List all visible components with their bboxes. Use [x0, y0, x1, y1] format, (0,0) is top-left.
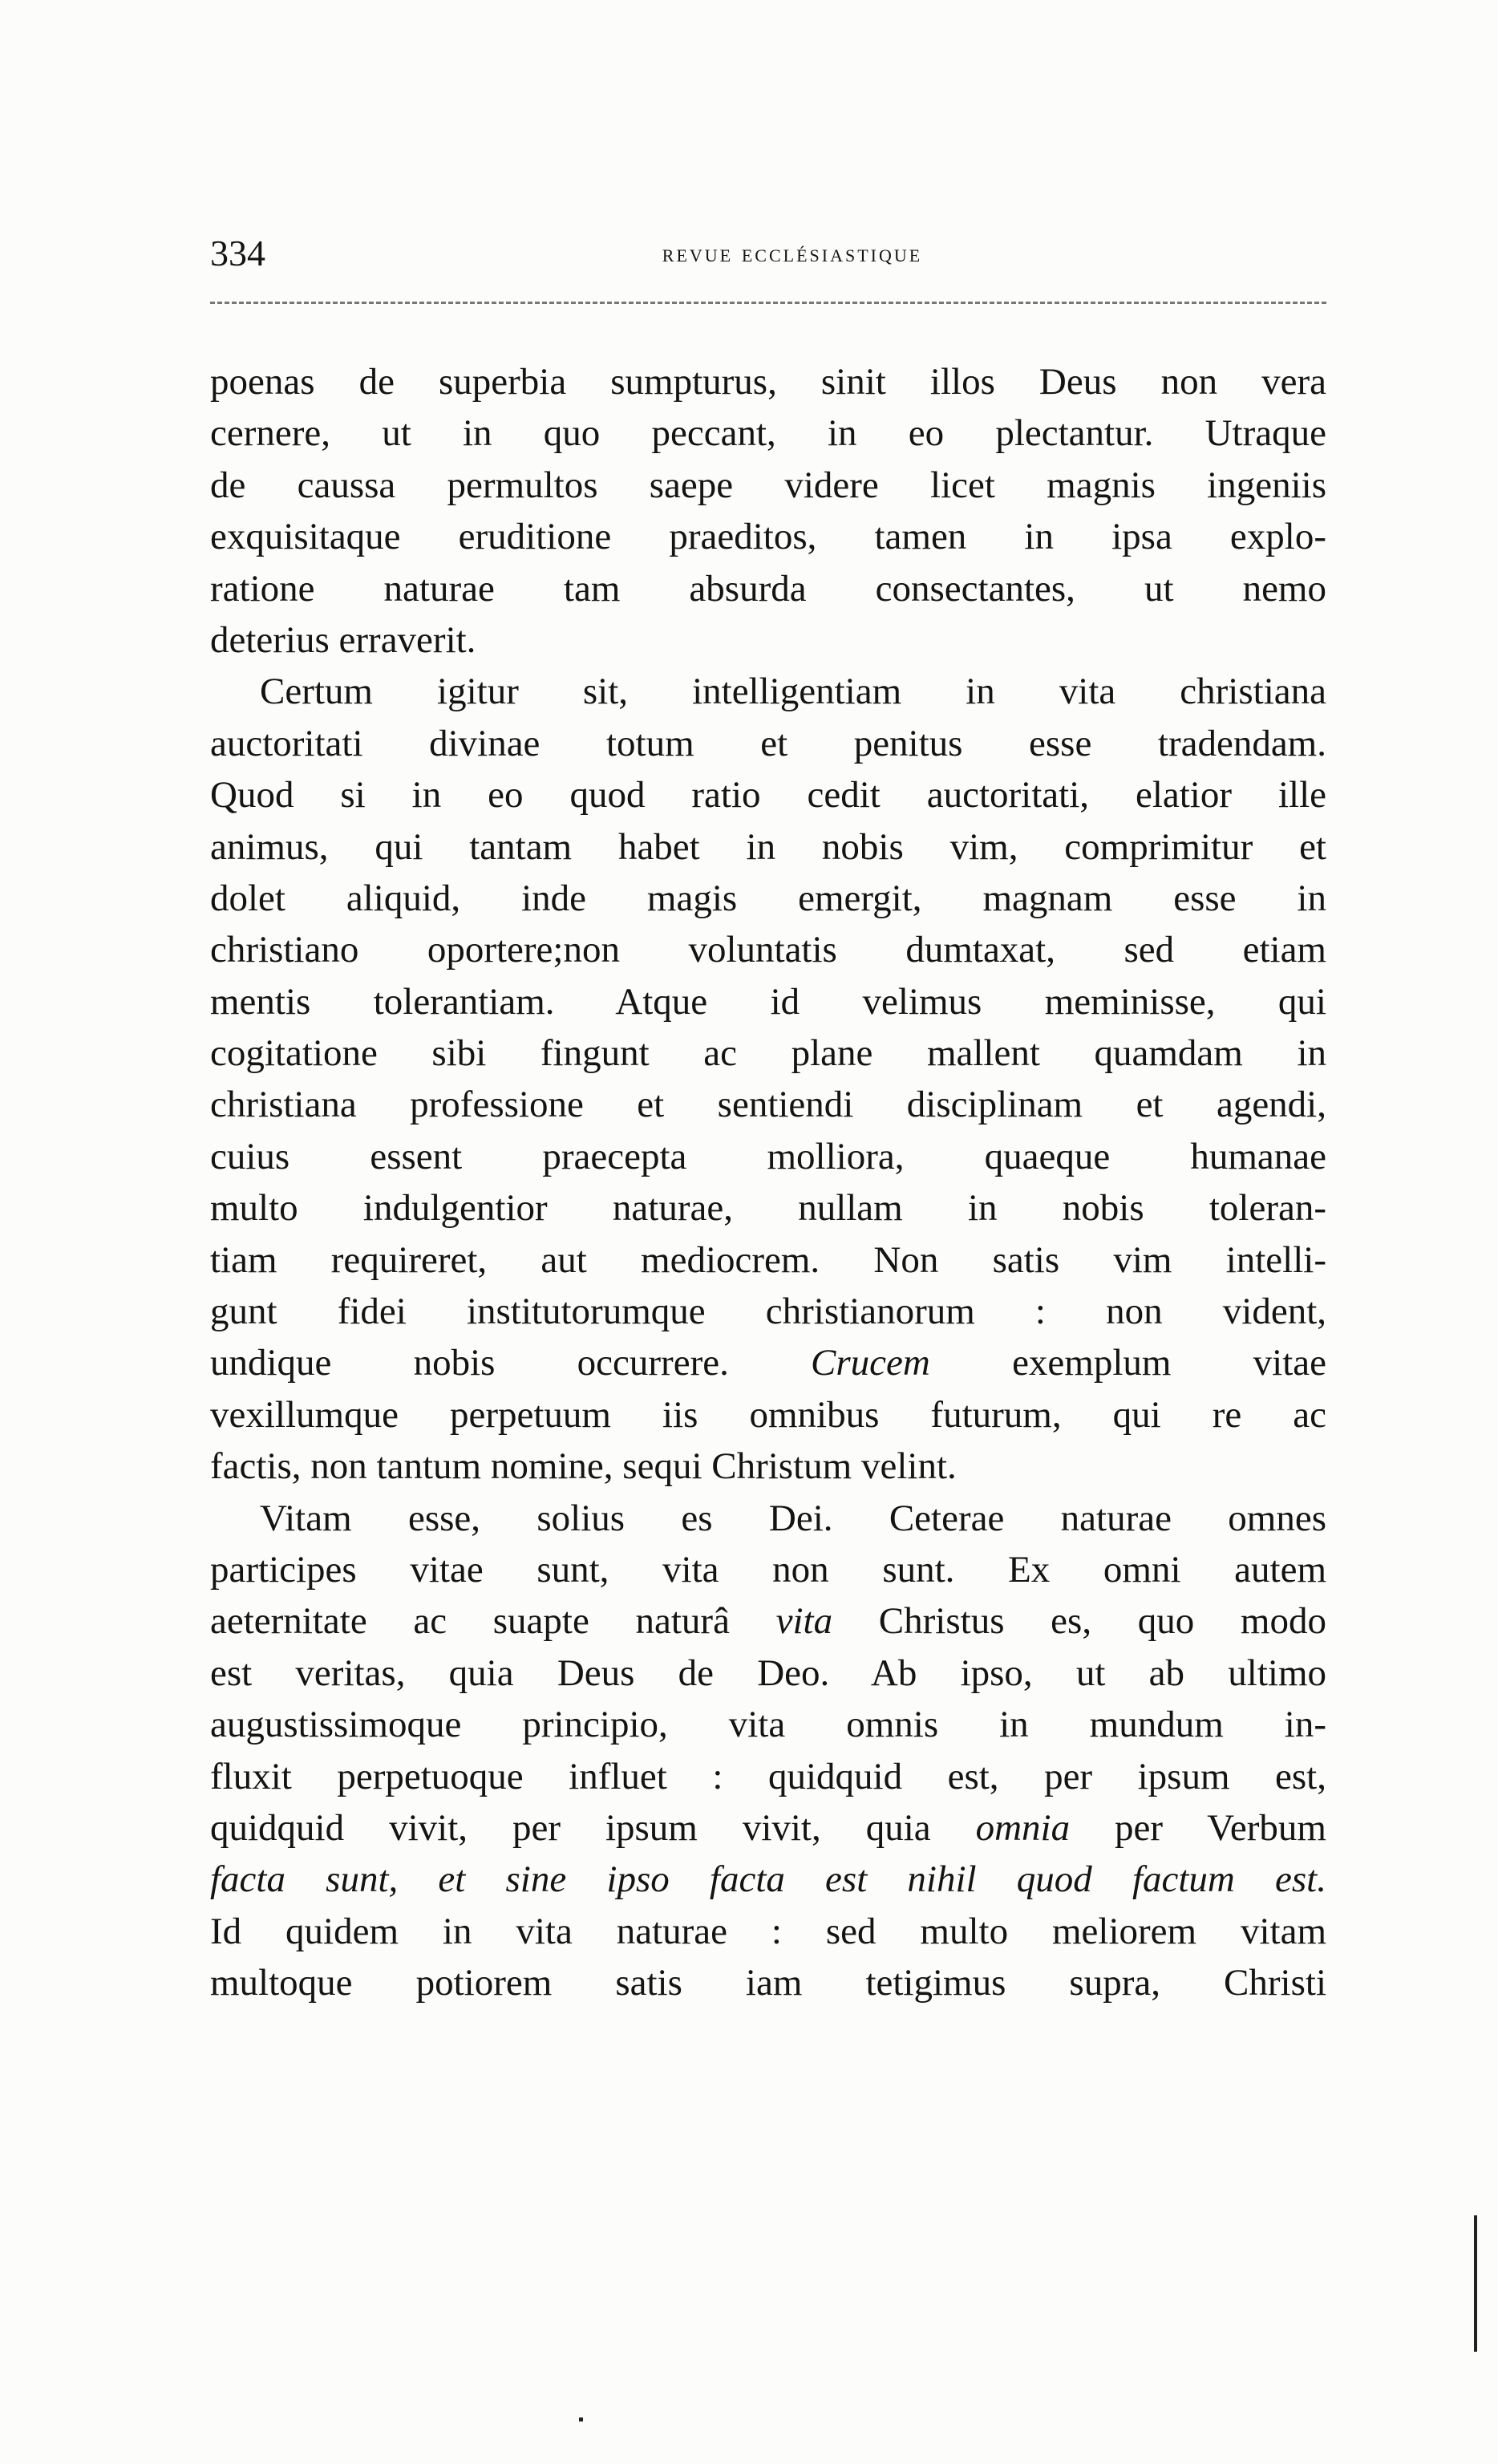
text-line: vexillumque perpetuum iis omnibus futurum, qui re ac	[210, 1393, 1326, 1436]
text-line: cogitatione sibi fingunt ac plane mallent quamdam in	[210, 1032, 1326, 1075]
journal-title: revue ecclésiastique	[662, 239, 923, 267]
text-line: quidquid vivit, per ipsum vivit, quia omnia per Verbum	[210, 1806, 1326, 1849]
scan-edge-dot	[579, 2417, 583, 2421]
italic-emphasis: omnia	[975, 1806, 1071, 1849]
text-line: mentis tolerantiam. Atque id velimus meminisse, qui	[210, 980, 1326, 1023]
text-line: auctoritati divinae totum et penitus esse tradendam.	[210, 722, 1326, 764]
header-divider	[210, 302, 1326, 304]
text-line: Certum igitur sit, intelligentiam in vita christiana	[260, 671, 1326, 713]
text-line: multoque potiorem satis iam tetigimus supra, Christi	[210, 1962, 1326, 2004]
text-line: factis, non tantum nomine, sequi Christum velint.	[210, 1445, 957, 1488]
text-line: augustissimoque principio, vita omnis in mundum in-	[210, 1704, 1326, 1746]
running-head	[210, 229, 1326, 286]
text-line: gunt fidei institutorumque christianorum : non vident,	[210, 1291, 1326, 1333]
body-text	[210, 356, 1326, 2009]
page-number: 334	[210, 233, 265, 274]
text-line: poenas de superbia sumpturus, sinit illos Deus non vera	[210, 361, 1326, 403]
text-line: fluxit perpetuoque influet : quidquid est, per ipsum est,	[210, 1755, 1326, 1797]
text-line: aeternitate ac suapte naturâ vita Christus es, quo modo	[210, 1600, 1326, 1643]
italic-emphasis: Crucem	[811, 1342, 930, 1384]
text-line: cernere, ut in quo peccant, in eo plectantur. Utraque	[210, 412, 1326, 455]
text-line: dolet aliquid, inde magis emergit, magnam esse in	[210, 877, 1326, 919]
text-line: undique nobis occurrere. Crucem exemplum vitae	[210, 1342, 1327, 1384]
italic-emphasis: vita	[775, 1600, 833, 1643]
text-line: ratione naturae tam absurda consectantes, ut nemo	[210, 567, 1326, 610]
text-line: tiam requireret, aut mediocrem. Non satis vim intelli-	[210, 1238, 1326, 1281]
text-line: participes vitae sunt, vita non sunt. Ex omni autem	[210, 1548, 1326, 1591]
italic-emphasis: facta sunt, et sine ipso facta est nihil quod factum est.	[210, 1858, 1326, 1901]
text-line: multo indulgentior naturae, nullam in nobis toleran-	[210, 1187, 1326, 1230]
text-line: est veritas, quia Deus de Deo. Ab ipso, ut ab ultimo	[210, 1651, 1326, 1694]
text-line: Quod si in eo quod ratio cedit auctoritati, elatior ille	[210, 774, 1326, 817]
text-line: christiana professione et sentiendi disciplinam et agendi,	[210, 1084, 1326, 1126]
text-line	[210, 1854, 1326, 1905]
text-line: deterius erraverit.	[210, 618, 476, 661]
scan-edge-mark	[1474, 2215, 1477, 2352]
text-line: christiano oportere;non voluntatis dumtaxat, sed etiam	[210, 929, 1326, 971]
text-line: animus, qui tantam habet in nobis vim, comprimitur et	[210, 825, 1326, 868]
text-line: exquisitaque eruditione praeditos, tamen in ipsa explo-	[210, 516, 1326, 558]
text-line: cuius essent praecepta molliora, quaeque humanae	[210, 1135, 1326, 1177]
text-line: Vitam esse, solius es Dei. Ceterae naturae omnes	[260, 1497, 1326, 1539]
text-line: de caussa permultos saepe videre licet magnis ingeniis	[210, 464, 1326, 506]
text-line: Id quidem in vita naturae : sed multo meliorem vitam	[210, 1910, 1326, 1952]
